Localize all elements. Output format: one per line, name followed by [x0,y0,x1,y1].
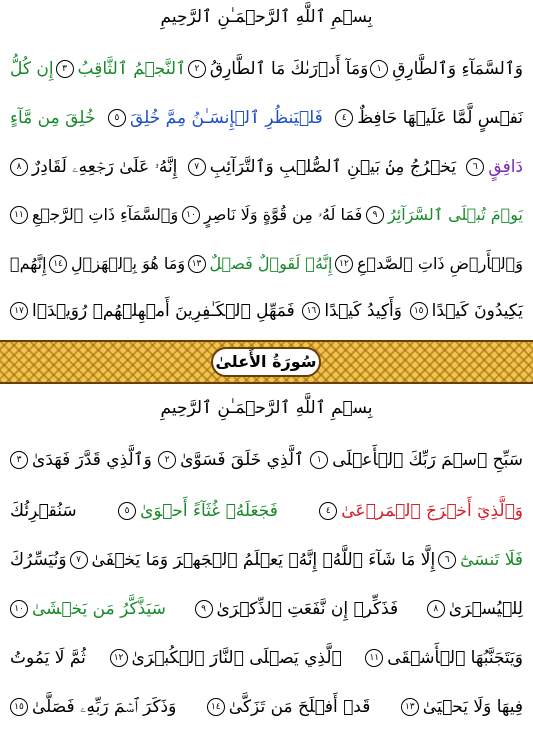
verse-text: إِن كُلُّ [10,59,54,79]
verse-segment [335,249,523,279]
verse-segment [110,643,342,673]
ayah-marker-icon: ٨ [10,158,28,176]
verse-text: وَٱلَّذِي قَدَّرَ فَهَدَىٰ [32,450,152,470]
verse-segment [302,296,402,326]
ayah-marker-icon: ١٧ [10,302,28,320]
ayah-marker-icon: ٢ [158,451,176,469]
verse-text: يَخۡرُجُ مِنۢ بَيۡنِ ٱلصُّلۡبِ وَٱلتَّرَآئِبِ [209,157,457,177]
ayah-marker-icon: ٢ [188,60,206,78]
ayah-marker-icon: ٧ [188,158,206,176]
verse-text: يَوۡمَ تُبۡلَى ٱلسَّرَآئِرُ [388,205,523,224]
verse-segment [10,54,54,84]
verse-segment [158,445,304,475]
ayah-marker-icon: ١٦ [302,302,320,320]
verse-segment [10,200,178,230]
ayah-marker-icon: ٤ [319,502,337,520]
verse-text: ٱلنَّجۡمُ ٱلثَّاقِبُ [77,59,186,79]
verse-text: وَيَتَجَنَّبُهَا ٱلۡأَشۡقَى [387,648,523,668]
verse-segment [401,692,523,722]
ayah-marker-icon: ٣ [56,60,74,78]
ayah-marker-icon: ٣ [10,451,28,469]
ayah-marker-icon: ١٣ [401,698,419,716]
verse-segment [118,496,278,526]
ayah-marker-icon: ١٠ [182,206,200,224]
ayah-marker-icon: ١٤ [49,255,67,273]
verse-segment [366,200,523,230]
verse-text: إِنَّهُمۡ [10,254,47,273]
basmala-top: بِسۡمِ ٱللَّهِ ٱلرَّحۡمَـٰنِ ٱلرَّحِيمِ [160,7,373,27]
verse-line [10,296,523,326]
verse-segment [10,545,67,575]
verse-segment [207,692,371,722]
ayah-marker-icon: ١١ [10,206,28,224]
verse-text: وَنُيَسِّرُكَ [10,550,67,570]
verse-text: ثُمَّ لَا يَمُوتُ [10,648,86,668]
verse-segment [427,594,523,624]
verse-text: سَيَذَّكَّرُ مَن يَخۡشَىٰ [32,599,166,619]
verse-segment [10,496,77,526]
ayah-marker-icon: ١٣ [188,255,206,273]
verse-line [10,103,523,133]
verse-segment [310,445,523,475]
verse-segment [10,249,47,279]
verse-text: فَذَكِّرۡ إِن نَّفَعَتِ ٱلذِّكۡرَىٰ [216,599,399,619]
verse-text: إِنَّهُۥ لَقَوۡلٌ فَصۡلٌ [209,254,333,273]
verse-text: فَلَا تَنسَىٰٓ [460,550,523,570]
verse-segment [188,152,456,182]
surah-title: سُورَةُ الأَعلىٰ [211,347,321,377]
verse-line [10,545,523,575]
verse-segment [70,545,436,575]
ayah-marker-icon: ١٥ [10,698,28,716]
verse-text: سَنُقۡرِئُكَ [10,501,77,521]
verse-line [10,200,523,230]
verse-segment [335,103,523,133]
ayah-marker-icon: ١١ [365,649,383,667]
ayah-marker-icon: ٧ [70,551,88,569]
verse-segment [10,445,152,475]
verse-text: إِنَّهُۥ عَلَىٰ رَجۡعِهِۦ لَقَادِرٌ [32,157,178,177]
verse-text: وَذَكَرَ ٱسۡمَ رَبِّهِۦ فَصَلَّىٰ [32,697,177,717]
verse-text: وَٱلسَّمَآءِ وَٱلطَّارِقِ [392,59,523,79]
verse-text: فَلۡيَنظُرِ ٱلۡإِنسَـٰنُ مِمَّ خُلِقَ [129,108,323,128]
ayah-marker-icon: ٤ [335,109,353,127]
verse-text: وَمَآ أَدۡرَىٰكَ مَا ٱلطَّارِقُ [209,59,369,79]
verse-segment [188,54,368,84]
verse-line [10,445,523,475]
verse-segment [410,296,523,326]
verse-text: سَبِّحِ ٱسۡمَ رَبِّكَ ٱلۡأَعۡلَى [332,450,523,470]
verse-segment [182,200,362,230]
verse-segment [10,103,95,133]
verse-line [10,152,523,182]
verse-text: ٱلَّذِي خَلَقَ فَسَوَّىٰ [180,450,305,470]
verse-text: فَمَا لَهُۥ مِن قُوَّةٍ وَلَا نَاصِرٍ [203,205,363,224]
verse-line [10,496,523,526]
verse-segment [365,643,523,673]
verse-text: لِلۡيُسۡرَىٰ [448,599,523,619]
verse-text: قَدۡ أَفۡلَحَ مَن تَزَكَّىٰ [228,697,371,717]
verse-text: وَٱلۡأَرۡضِ ذَاتِ ٱلصَّدۡعِ [356,254,523,273]
verse-text: ٱلَّذِي يَصۡلَى ٱلنَّارَ ٱلۡكُبۡرَىٰ [131,648,342,668]
verse-text: فَمَهِّلِ ٱلۡكَـٰفِرِينَ أَمۡهِلۡهُمۡ رُوَيۡدَۢا [32,301,295,321]
verse-segment [319,496,523,526]
verse-segment [188,249,333,279]
ayah-marker-icon: ١ [370,60,388,78]
verse-segment [10,643,86,673]
verse-line [10,594,523,624]
verse-text: وَمَا هُوَ بِٱلۡهَزۡلِ [71,254,186,273]
ayah-marker-icon: ٦ [438,551,456,569]
ayah-marker-icon: ٨ [427,600,445,618]
ayah-marker-icon: ٥ [118,502,136,520]
ayah-marker-icon: ١٤ [207,698,225,716]
basmala-bottom: بِسۡمِ ٱللَّهِ ٱلرَّحۡمَـٰنِ ٱلرَّحِيمِ [160,398,373,418]
verse-text: نَفۡسٍ لَّمَّا عَلَيۡهَا حَافِظٌ [357,108,523,128]
verse-text: يَكِيدُونَ كَيۡدًا [431,301,523,321]
verse-segment [10,692,176,722]
verse-segment [195,594,399,624]
verse-segment [438,545,523,575]
verse-text: إِلَّا مَا شَآءَ ٱللَّهُۚ إِنَّهُۥ يَعۡلَمُ ٱلۡجَهۡرَ وَمَا يَخۡفَىٰ [91,550,436,570]
verse-segment [466,152,523,182]
verse-segment [370,54,523,84]
ayah-marker-icon: ١٢ [110,649,128,667]
verse-segment [10,594,166,624]
verse-text: فَجَعَلَهُۥ غُثَآءً أَحۡوَىٰ [140,501,278,521]
verse-line [10,54,523,84]
ayah-marker-icon: ٦ [466,158,484,176]
ayah-marker-icon: ٩ [366,206,384,224]
verse-segment [10,296,295,326]
verse-text: وَٱلسَّمَآءِ ذَاتِ ٱلرَّجۡعِ [32,205,179,224]
verse-text: دَافِقٍ [488,157,523,177]
verse-segment [108,103,323,133]
ayah-marker-icon: ٩ [195,600,213,618]
verse-segment [56,54,186,84]
verse-text: وَأَكِيدُ كَيۡدًا [324,301,402,321]
verse-text: خُلِقَ مِن مَّآءٍ [10,108,96,128]
verse-line [10,692,523,722]
verse-line [10,643,523,673]
ayah-marker-icon: ١٢ [335,255,353,273]
ayah-marker-icon: ٥ [108,109,126,127]
verse-line [10,249,523,279]
ayah-marker-icon: ١ [310,451,328,469]
ayah-marker-icon: ١٠ [10,600,28,618]
verse-text: فِيهَا وَلَا يَحۡيَىٰ [422,697,523,717]
verse-segment [10,152,177,182]
verse-text: وَٱلَّذِيٓ أَخۡرَجَ ٱلۡمَرۡعَىٰ [341,501,523,521]
ayah-marker-icon: ١٥ [410,302,428,320]
verse-segment [49,249,185,279]
surah-header-banner [0,340,533,384]
